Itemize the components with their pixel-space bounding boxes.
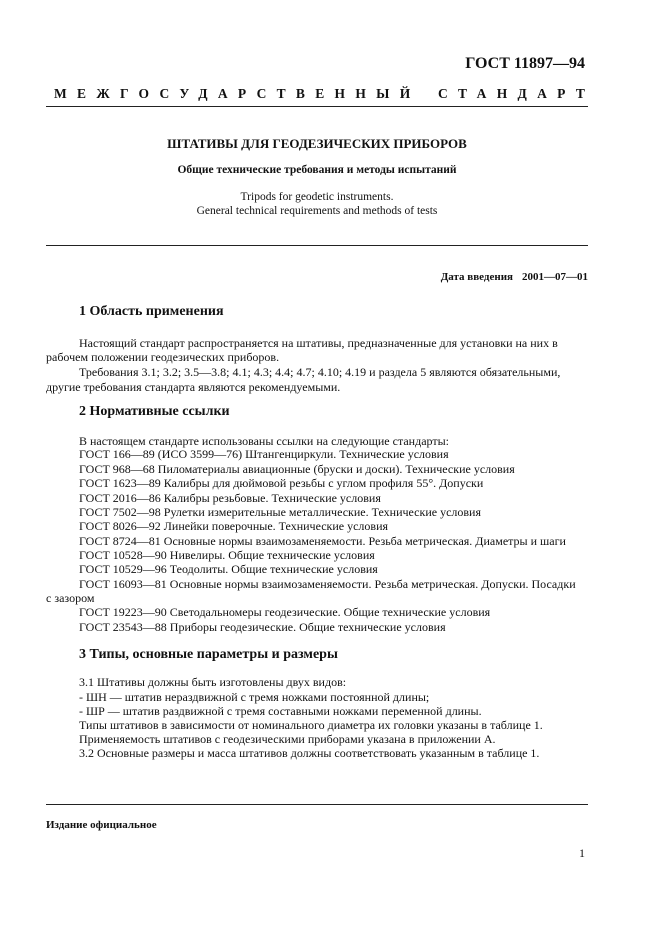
reference-item: ГОСТ 2016—86 Калибры резьбовые. Технические условия <box>79 491 381 505</box>
header-standard: СТАНДАРТ <box>438 86 596 101</box>
english-title-line-2: General technical requirements and methods of tests <box>196 205 438 217</box>
paragraph-line: Типы штативов в зависимости от номинального диаметра их головки указаны в таблице 1. <box>79 718 543 732</box>
paragraph-line: Настоящий стандарт распространяется на штативы, предназначенные для установки на них в <box>79 336 558 350</box>
paragraph-line: Применяемость штативов с геодезическими приборами указана в приложении А. <box>79 732 496 746</box>
document-code: ГОСТ 11897—94 <box>465 55 585 72</box>
reference-item: ГОСТ 8026—92 Линейки поверочные. Технические условия <box>79 519 389 533</box>
reference-item: ГОСТ 8724—81 Основные нормы взаимозаменяемости. Резьба метрическая. Диаметры и шаги <box>79 534 566 548</box>
page-number: 1 <box>579 846 585 860</box>
reference-item: ГОСТ 16093—81 Основные нормы взаимозаменяемости. Резьба метрическая. Допуски. Посадки <box>79 577 576 591</box>
paragraph-line: Требования 3.1; 3.2; 3.5—3.8; 4.1; 4.3; 4.4; 4.7; 4.10; 4.19 и раздела 5 являются обязательными, <box>79 365 561 379</box>
header-interstate: МЕЖГОСУДАРСТВЕННЫЙ <box>54 86 421 101</box>
introduction-date <box>441 271 588 283</box>
header-rule <box>46 106 588 107</box>
reference-item: ГОСТ 166—89 (ИСО 3599—76) Штангенциркули. Технические условия <box>79 447 449 461</box>
reference-item: ГОСТ 968—68 Пиломатериалы авиационные (бруски и доски). Технические условия <box>79 462 515 476</box>
reference-item: ГОСТ 7502—98 Рулетки измерительные металлические. Технические условия <box>79 505 481 519</box>
section-2-heading: 2 Нормативные ссылки <box>79 404 230 419</box>
introduction-date-label: Дата введения <box>440 271 513 283</box>
reference-item: ГОСТ 10529—96 Теодолиты. Общие технические условия <box>79 562 378 576</box>
paragraph-line: рабочем положении геодезических приборов. <box>46 350 280 364</box>
reference-item: ГОСТ 1623—89 Калибры для дюймовой резьбы с углом профиля 55°. Допуски <box>79 476 484 490</box>
paragraph-line: 3.1 Штативы должны быть изготовлены двух видов: <box>79 675 347 689</box>
reference-item: ГОСТ 23543—88 Приборы геодезические. Общие технические условия <box>79 620 446 634</box>
paragraph-line: В настоящем стандарте использованы ссылки на следующие стандарты: <box>79 434 450 448</box>
reference-item: ГОСТ 19223—90 Светодальномеры геодезические. Общие технические условия <box>79 605 491 619</box>
list-item: - ШН — штатив нераздвижной с тремя ножками постоянной длины; <box>79 690 430 704</box>
document-subtitle: Общие технические требования и методы испытаний <box>177 164 457 176</box>
edition-label: Издание официальное <box>46 819 157 831</box>
title-rule <box>46 245 588 246</box>
document-title: ШТАТИВЫ ДЛЯ ГЕОДЕЗИЧЕСКИХ ПРИБОРОВ <box>167 136 467 151</box>
section-3-heading: 3 Типы, основные параметры и размеры <box>79 647 338 662</box>
reference-item-continuation: с зазором <box>46 591 95 605</box>
list-item: - ШР — штатив раздвижной с тремя составными ножками переменной длины. <box>79 704 482 718</box>
paragraph-line: другие требования стандарта являются рекомендуемыми. <box>46 380 341 394</box>
footer-rule <box>46 804 588 805</box>
paragraph-line: 3.2 Основные размеры и масса штативов должны соответствовать указанным в таблице 1. <box>79 746 540 760</box>
reference-item: ГОСТ 10528—90 Нивелиры. Общие технические условия <box>79 548 375 562</box>
section-1-heading: 1 Область применения <box>79 304 224 319</box>
english-title-line-1: Tripods for geodetic instruments. <box>240 191 394 203</box>
introduction-date-value: 2001—07—01 <box>522 271 588 283</box>
